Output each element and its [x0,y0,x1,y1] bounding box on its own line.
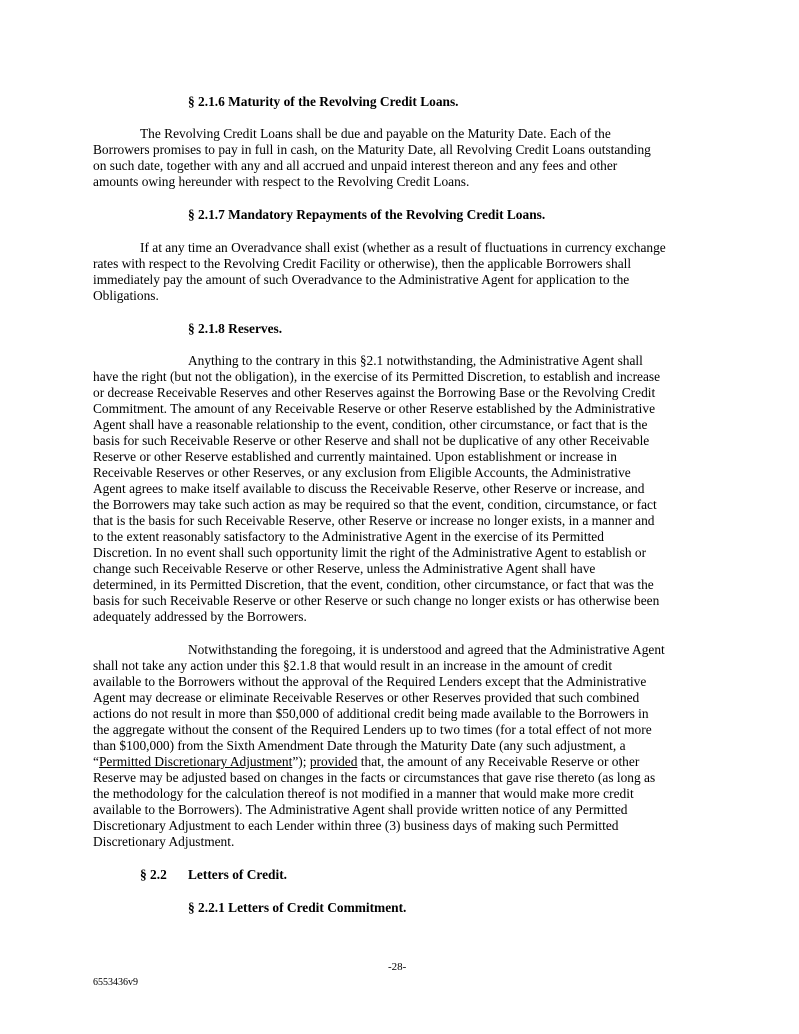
paragraph-line: or decrease Receivable Reserves and other Reserves against the Borrowing Base or the Revolving Credit [93,385,656,400]
paragraph-line: immediately pay the amount of such Overadvance to the Administrative Agent for application to the [93,272,630,287]
paragraph-line: Agent may decrease or eliminate Receivable Reserves or other Reserves provided that such combined [93,690,640,705]
paragraph-line: that is the basis for such Receivable Reserve, other Reserve or increase no longer exists, in a manner and [93,513,655,528]
paragraph-line: Anything to the contrary in this §2.1 notwithstanding, the Administrative Agent shall [188,353,643,368]
document-id: 6553436v9 [93,977,138,988]
paragraph-line: than $100,000) from the Sixth Amendment Date through the Maturity Date (any such adjustment, a [93,738,626,753]
paragraph-line: the aggregate without the consent of the Required Lenders up to two times (for a total effect of not more [93,722,652,737]
section-number-2-2: § 2.2 [140,867,167,882]
paragraph-line: actions do not result in more than $50,000 of additional credit being made available to the Borrowers in [93,706,649,721]
paragraph-line: change such Receivable Reserve or other Reserve, unless the Administrative Agent shall have [93,561,596,576]
paragraph-line: Borrowers promises to pay in full in cash, on the Maturity Date, all Revolving Credit Loans outstanding [93,142,651,157]
section-heading-2-2-1: § 2.2.1 Letters of Credit Commitment. [188,900,407,915]
paragraph-line: the Borrowers may take such action as may be required so that the event, condition, circumstance, or fact [93,497,657,512]
paragraph-line: basis for such Receivable Reserve or other Reserve or such change no longer exists or has otherwise been [93,593,660,608]
paragraph-text: that, the amount of any Receivable Reserve or other [357,754,640,769]
paragraph-line: available to the Borrowers without the approval of the Required Lenders except that the Administrative [93,674,647,689]
paragraph-line: determined, in its Permitted Discretion, that the event, condition, other circumstance, or fact that was the [93,577,654,592]
paragraph-line: Discretionary Adjustment. [93,834,235,849]
paragraph-line: Receivable Reserves or other Reserves, or any exclusion from Eligible Accounts, the Administrative [93,465,631,480]
paragraph-line: Agent agrees to make itself available to discuss the Receivable Reserve, other Reserve or increase, and [93,481,645,496]
paragraph-line: available to the Borrowers). The Administrative Agent shall provide written notice of any Permitted [93,802,628,817]
paragraph-line: shall not take any action under this §2.1.8 that would result in an increase in the amount of credit [93,658,613,673]
paragraph-line: Agent shall have a reasonable relationship to the event, condition, other circumstance, or fact that is the [93,417,648,432]
defined-term: Permitted Discretionary Adjustment [98,754,293,769]
paragraph-line: adequately addressed by the Borrowers. [93,609,307,624]
paragraph-line: Discretion. In no event shall such opportunity limit the right of the Administrative Agent to establish or [93,545,647,560]
paragraph-line: Reserve or other Reserve established and currently maintained. Upon establishment or increase in [93,449,617,464]
paragraph-line: to the extent reasonably satisfactory to the Administrative Agent in the exercise of its Permitted [93,529,604,544]
quote-open: “ [93,754,99,769]
paragraph-line: If at any time an Overadvance shall exist (whether as a result of fluctuations in currency exchange [140,240,666,255]
paragraph-line: have the right (but not the obligation), in the exercise of its Permitted Discretion, to establish and increase [93,369,661,384]
paragraph-line: Discretionary Adjustment to each Lender within three (3) business days of making such Permitted [93,818,619,833]
section-heading-2-1-7: § 2.1.7 Mandatory Repayments of the Revolving Credit Loans. [188,207,546,222]
paragraph-line: Notwithstanding the foregoing, it is understood and agreed that the Administrative Agent [188,642,665,657]
paragraph-line: basis for such Receivable Reserve or other Reserve and shall not be duplicative of any other Receivable [93,433,650,448]
provided-term: provided [309,754,358,769]
quote-close: ”); [292,754,310,769]
paragraph-line: the methodology for the calculation thereof is not modified in a manner that would make more credit [93,786,634,801]
paragraph-line-mixed [93,754,639,770]
page-number: -28- [388,961,407,973]
section-heading-2-1-6: § 2.1.6 Maturity of the Revolving Credit Loans. [188,94,459,109]
section-heading-2-1-8: § 2.1.8 Reserves. [188,321,283,336]
paragraph-line: amounts owing hereunder with respect to the Revolving Credit Loans. [93,174,470,189]
paragraph-line: Commitment. The amount of any Receivable Reserve or other Reserve established by the Administrative [93,401,656,416]
paragraph-line: Obligations. [93,288,159,303]
section-title-2-2: Letters of Credit. [188,867,288,882]
paragraph-line: rates with respect to the Revolving Credit Facility or otherwise), then the applicable Borrowers shall [93,256,632,271]
paragraph-line: on such date, together with any and all accrued and unpaid interest thereon and any fees and other [93,158,618,173]
paragraph-line: Reserve may be adjusted based on changes in the facts or circumstances that gave rise thereto (as long as [93,770,656,785]
paragraph-line: The Revolving Credit Loans shall be due and payable on the Maturity Date. Each of the [140,126,611,141]
